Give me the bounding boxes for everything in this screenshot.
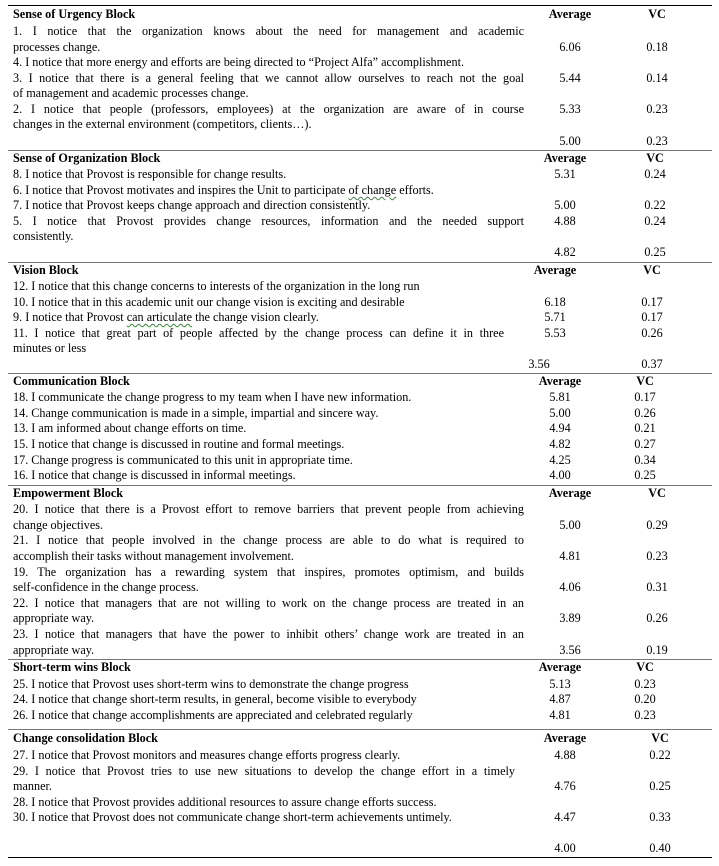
- item-text: 26. I notice that change accomplishments are appreciated and celebrated regularly: [13, 708, 413, 722]
- item-text-part: 9. I notice that Provost: [13, 310, 127, 324]
- vc-value: 0.31: [646, 580, 668, 594]
- block-title: Change consolidation Block: [13, 731, 158, 745]
- item-text: 28. I notice that Provost provides additional resources to assure change efforts success.: [13, 795, 437, 809]
- average-header: Average: [548, 486, 592, 500]
- table-top-rule: [8, 5, 712, 6]
- vc-value: 0.24: [644, 214, 666, 228]
- block-title: Sense of Organization Block: [13, 151, 161, 165]
- vc-header: VC: [636, 374, 654, 388]
- vc-value: 0.26: [646, 611, 668, 625]
- item-text: 10. I notice that in this academic unit our change vision is exciting and desirable: [13, 295, 405, 309]
- item-text: 23. I notice that managers that have the power to inhibit others’ change work are treated in an: [13, 627, 524, 641]
- average-value: 4.81: [549, 708, 571, 722]
- item-text: changes in the external environment (competitors, clients…).: [13, 117, 312, 131]
- vc-header: VC: [648, 7, 666, 21]
- block-title: Empowerment Block: [13, 486, 124, 500]
- item-text: 29. I notice that Provost tries to use new situations to develop the change effort in a timely: [13, 764, 515, 778]
- average-value: 6.18: [544, 295, 566, 309]
- item-text: 12. I notice that this change concerns to interests of the organization in the long run: [13, 279, 420, 293]
- item-text: consistently.: [13, 229, 74, 243]
- vc-value: 0.24: [644, 167, 666, 181]
- item-text: [13, 183, 434, 198]
- block-title: Sense of Urgency Block: [13, 7, 136, 21]
- item-text: minutes or less: [13, 341, 87, 355]
- item-text: self-confidence in the change process.: [13, 580, 199, 594]
- item-text: of management and academic processes change.: [13, 86, 249, 100]
- average-value: 5.44: [559, 71, 581, 85]
- average-value: 4.00: [549, 468, 571, 482]
- item-text: 5. I notice that Provost provides change resources, information and the needed support: [13, 214, 524, 228]
- vc-value: 0.17: [641, 295, 663, 309]
- item-text: 2. I notice that people (professors, employees) at the organization are aware of in course: [13, 102, 524, 116]
- item-text: 7. I notice that Provost keeps change approach and direction consistently.: [13, 198, 371, 212]
- vc-value: 0.23: [646, 134, 668, 148]
- item-text: 17. Change progress is communicated to this unit in appropriate time.: [13, 453, 353, 467]
- vc-value: 0.22: [644, 198, 666, 212]
- average-value: 4.81: [559, 549, 581, 563]
- average-value: 4.94: [549, 421, 571, 435]
- vc-value: 0.26: [641, 326, 663, 340]
- average-value: 4.76: [554, 779, 576, 793]
- vc-value: 0.18: [646, 40, 668, 54]
- average-header: Average: [538, 660, 582, 674]
- average-value: 5.00: [554, 198, 576, 212]
- item-text: [13, 310, 319, 325]
- item-text: 22. I notice that managers that are not willing to work on the change process are treated in an: [13, 596, 524, 610]
- item-text: 18. I communicate the change progress to my team when I have new information.: [13, 390, 412, 404]
- vc-value: 0.25: [634, 468, 656, 482]
- vc-value: 0.23: [634, 708, 656, 722]
- average-value: 5.00: [549, 406, 571, 420]
- vc-value: 0.25: [649, 779, 671, 793]
- item-text: 19. The organization has a rewarding system that inspires, promotes optimism, and builds: [13, 565, 524, 579]
- block-title: Communication Block: [13, 374, 130, 388]
- item-text: manner.: [13, 779, 52, 793]
- spellcheck-underline: of change: [348, 183, 397, 197]
- average-value: 4.25: [549, 453, 571, 467]
- average-value: 5.31: [554, 167, 576, 181]
- item-text: 30. I notice that Provost does not communicate change short-term achievements untimely.: [13, 810, 452, 824]
- item-text: change objectives.: [13, 518, 104, 532]
- vc-value: 0.26: [634, 406, 656, 420]
- item-text: processes change.: [13, 40, 101, 54]
- average-value: 5.13: [549, 677, 571, 691]
- vc-value: 0.17: [641, 310, 663, 324]
- item-text-part: 6. I notice that Provost motivates and inspires the Unit to participate: [13, 183, 349, 197]
- item-text: 3. I notice that there is a general feeling that we cannot allow ourselves to reach not the goal: [13, 71, 524, 85]
- block-divider: [8, 262, 712, 263]
- item-text: 13. I am informed about change efforts on time.: [13, 421, 247, 435]
- average-header: Average: [533, 263, 577, 277]
- average-header: Average: [543, 731, 587, 745]
- vc-value: 0.20: [634, 692, 656, 706]
- item-text: 11. I notice that great part of people affected by the change process can define it in three: [13, 326, 504, 340]
- average-value: 5.53: [544, 326, 566, 340]
- vc-value: 0.25: [644, 245, 666, 259]
- vc-value: 0.23: [646, 102, 668, 116]
- vc-value: 0.14: [646, 71, 668, 85]
- vc-header: VC: [651, 731, 669, 745]
- vc-value: 0.37: [641, 357, 663, 371]
- item-text: 4. I notice that more energy and efforts are being directed to “Project Alfa” accomplishment.: [13, 55, 464, 69]
- item-text: appropriate way.: [13, 611, 95, 625]
- vc-value: 0.33: [649, 810, 671, 824]
- item-text: 15. I notice that change is discussed in routine and formal meetings.: [13, 437, 345, 451]
- vc-header: VC: [636, 660, 654, 674]
- vc-value: 0.40: [649, 841, 671, 855]
- item-text: 20. I notice that there is a Provost effort to remove barriers that prevent people from achieving: [13, 502, 524, 516]
- average-value: 4.00: [554, 841, 576, 855]
- vc-value: 0.27: [634, 437, 656, 451]
- vc-value: 0.21: [634, 421, 656, 435]
- vc-value: 0.22: [649, 748, 671, 762]
- average-value: 5.33: [559, 102, 581, 116]
- average-value: 3.56: [559, 643, 581, 657]
- table-bottom-rule: [8, 857, 712, 858]
- average-value: 6.06: [559, 40, 581, 54]
- item-text: 21. I notice that people involved in the change process are able to do what is required to: [13, 533, 524, 547]
- average-value: 4.82: [549, 437, 571, 451]
- average-value: 4.06: [559, 580, 581, 594]
- average-value: 5.71: [544, 310, 566, 324]
- item-text: 14. Change communication is made in a simple, impartial and sincere way.: [13, 406, 379, 420]
- item-text: 8. I notice that Provost is responsible for change results.: [13, 167, 287, 181]
- item-text: appropriate way.: [13, 643, 95, 657]
- vc-header: VC: [643, 263, 661, 277]
- average-value: 3.89: [559, 611, 581, 625]
- spellcheck-underline: can articulate: [126, 310, 193, 324]
- vc-value: 0.34: [634, 453, 656, 467]
- average-value: 3.56: [528, 357, 550, 371]
- vc-header: VC: [646, 151, 664, 165]
- item-text-part: efforts.: [396, 183, 434, 197]
- item-text: 24. I notice that change short-term results, in general, become visible to everybody: [13, 692, 417, 706]
- average-header: Average: [543, 151, 587, 165]
- average-value: 4.82: [554, 245, 576, 259]
- vc-header: VC: [648, 486, 666, 500]
- block-divider: [8, 729, 712, 730]
- item-text-part: the change vision clearly.: [192, 310, 319, 324]
- vc-value: 0.23: [646, 549, 668, 563]
- item-text: accomplish their tasks without management involvement.: [13, 549, 294, 563]
- average-value: 4.47: [554, 810, 576, 824]
- block-title: Vision Block: [13, 263, 79, 277]
- item-text: 27. I notice that Provost monitors and measures change efforts progress clearly.: [13, 748, 401, 762]
- item-text: 25. I notice that Provost uses short-term wins to demonstrate the change progress: [13, 677, 409, 691]
- average-value: 4.88: [554, 214, 576, 228]
- vc-value: 0.19: [646, 643, 668, 657]
- average-value: 5.00: [559, 134, 581, 148]
- average-value: 4.87: [549, 692, 571, 706]
- average-value: 5.00: [559, 518, 581, 532]
- average-value: 4.88: [554, 748, 576, 762]
- average-value: 5.81: [549, 390, 571, 404]
- average-header: Average: [548, 7, 592, 21]
- item-text: 1. I notice that the organization knows about the need for management and academic: [13, 24, 524, 38]
- block-title: Short-term wins Block: [13, 660, 131, 674]
- vc-value: 0.23: [634, 677, 656, 691]
- vc-value: 0.17: [634, 390, 656, 404]
- vc-value: 0.29: [646, 518, 668, 532]
- average-header: Average: [538, 374, 582, 388]
- item-text: 16. I notice that change is discussed in informal meetings.: [13, 468, 296, 482]
